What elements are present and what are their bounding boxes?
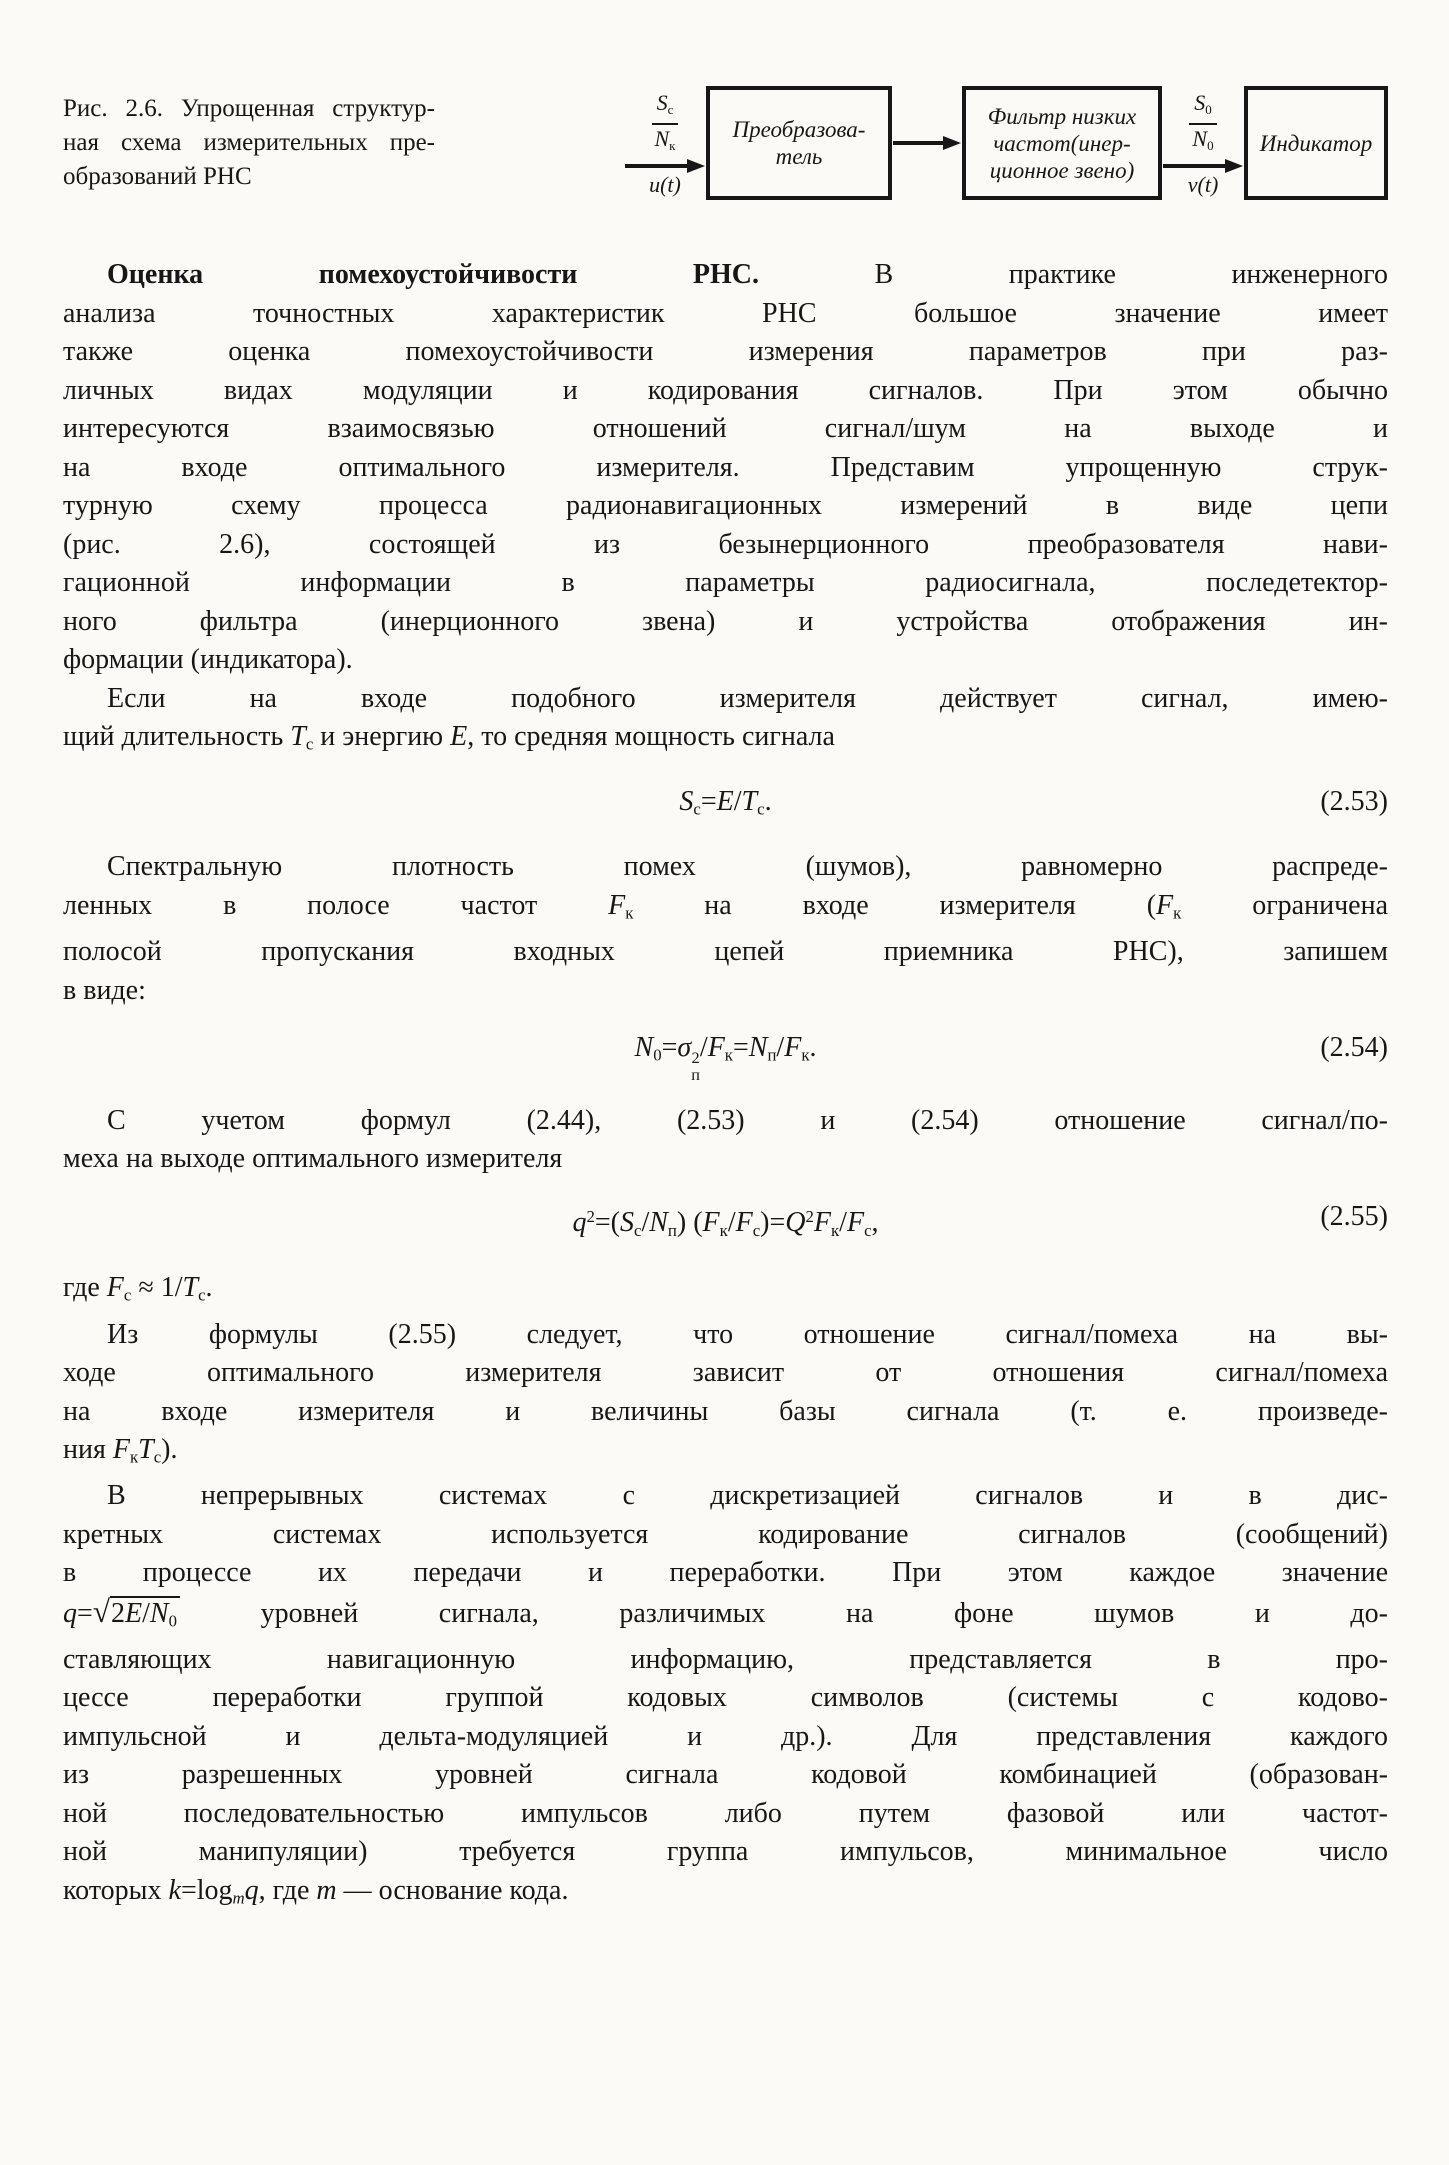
arrow-right-icon bbox=[1163, 159, 1243, 173]
caption-line: ная схема измерительных пре- bbox=[63, 129, 435, 156]
ratio-denominator: N0 bbox=[1192, 125, 1214, 153]
ratio-denominator: Nк bbox=[654, 125, 676, 153]
text-line: ходе оптимального измерителя зависит от отношения сигнал/помеха bbox=[63, 1357, 1388, 1389]
text-line: щий длительность Tс и энергию E, то средняя мощность сигнала bbox=[63, 721, 835, 754]
output-connector bbox=[1162, 90, 1244, 197]
text-line: ной последовательностью импульсов либо путем фазовой или частот- bbox=[63, 1797, 1388, 1829]
equation-formula: Sс=E/Tс. bbox=[679, 786, 772, 819]
text-line: в процессе их передачи и переработки. При этом каждое значение bbox=[63, 1557, 1388, 1589]
equation-formula: N0=σ 2 п /Fк=Nп/Fк. bbox=[634, 1032, 817, 1084]
text-line: цессе переработки группой кодовых символов (системы с кодово- bbox=[63, 1682, 1388, 1714]
figure-caption bbox=[63, 84, 435, 194]
text-line: из разрешенных уровней сигнала кодовой комбинацией (образован- bbox=[63, 1759, 1388, 1791]
text-line: Из формулы (2.55) следует, что отношение сигнал/помеха на вы- bbox=[107, 1318, 1388, 1350]
text-line: полосой пропускания входных цепей приемника РНС), запишем bbox=[63, 936, 1388, 968]
arrow-right-icon bbox=[893, 136, 961, 150]
output-snr-ratio bbox=[1189, 90, 1217, 158]
text-line: ставляющих навигационную информацию, представляется в про- bbox=[63, 1643, 1388, 1675]
equation-number: (2.54) bbox=[1320, 1032, 1388, 1064]
equation-number: (2.55) bbox=[1320, 1200, 1388, 1232]
output-signal-label: v(t) bbox=[1187, 171, 1219, 197]
block-label: ционное звено) bbox=[989, 157, 1135, 183]
equation-row bbox=[63, 1198, 1388, 1250]
block-label: Фильтр низких bbox=[987, 103, 1137, 129]
text-line: В непрерывных системах с дискретизацией сигналов и в дис- bbox=[107, 1480, 1388, 1512]
block-lowpass-filter bbox=[962, 86, 1162, 200]
block-label: частот(инер- bbox=[993, 130, 1131, 156]
block-converter bbox=[706, 86, 892, 200]
ratio-numerator: Sс bbox=[652, 90, 679, 125]
text-line: личных видах модуляции и кодирования сигналов. При этом обычно bbox=[63, 374, 1388, 406]
text-line: меха на выходе оптимального измерителя bbox=[63, 1143, 563, 1175]
equation-row bbox=[63, 1029, 1388, 1083]
text-line: (рис. 2.6), состоящей из безынерционного преобразователя нави- bbox=[63, 528, 1388, 560]
text-line: где Fс ≈ 1/Tс. bbox=[63, 1272, 213, 1306]
paragraph bbox=[63, 1102, 1388, 1179]
figure-2-6 bbox=[63, 84, 1388, 200]
text-line: на входе измерителя и величины базы сигнала (т. е. произведе- bbox=[63, 1395, 1388, 1427]
block-indicator bbox=[1244, 86, 1388, 200]
text-line: импульсной и дельта-модуляцией и др.). Для представления каждого bbox=[63, 1720, 1388, 1752]
arrow-right-icon bbox=[625, 159, 705, 173]
text-line: формации (индикатора). bbox=[63, 644, 353, 675]
paragraph bbox=[63, 680, 1388, 765]
text-line: которых k=logmq, где m — основание кода. bbox=[63, 1874, 569, 1908]
text-line: гационной информации в параметры радиосигнала, последетектор- bbox=[63, 567, 1388, 598]
text-line: ленных в полосе частот Fк на входе измерителя (Fк ограничена bbox=[63, 889, 1388, 923]
text-line: ной манипуляции) требуется группа импульсов, минимальное число bbox=[63, 1836, 1388, 1868]
sqrt-expression: √2E/N0 bbox=[93, 1598, 180, 1629]
ratio-numerator: S0 bbox=[1189, 90, 1217, 125]
text-line: Если на входе подобного измерителя действует сигнал, имею- bbox=[107, 682, 1388, 714]
body-text bbox=[63, 256, 1388, 1918]
block-label: Преобразова- bbox=[732, 117, 866, 142]
caption-line: образований РНС bbox=[63, 163, 252, 190]
caption-line: Рис. 2.6. Упрощенная структур- bbox=[63, 95, 435, 122]
text-line: ния FкTс). bbox=[63, 1434, 178, 1467]
text-line: турную схему процесса радионавигационных измерений в виде цепи bbox=[63, 490, 1388, 521]
text-line: q=√2E/N0 уровней сигнала, различимых на фоне шумов и до- bbox=[63, 1593, 1388, 1631]
text-line: ного фильтра (инерционного звена) и устройства отображения ин- bbox=[63, 605, 1388, 637]
input-signal-label: u(t) bbox=[649, 171, 681, 197]
paragraph bbox=[63, 848, 1388, 1010]
block-label: тель bbox=[775, 144, 823, 169]
block-diagram bbox=[624, 84, 1388, 200]
paragraph bbox=[63, 1269, 1388, 1315]
input-snr-ratio bbox=[652, 90, 679, 158]
paragraph bbox=[63, 1477, 1388, 1918]
input-connector bbox=[624, 90, 706, 197]
text-line: Оценка помехоустойчивости РНС. В практике инженерного bbox=[107, 259, 1388, 290]
paragraph bbox=[63, 1316, 1388, 1478]
paragraph bbox=[63, 256, 1388, 680]
text-line: кретных системах используется кодирование сигналов (сообщений) bbox=[63, 1518, 1388, 1550]
mid-connector bbox=[892, 136, 962, 150]
text-line: Спектральную плотность помех (шумов), равномерно распреде- bbox=[107, 851, 1388, 883]
text-line: С учетом формул (2.44), (2.53) и (2.54) отношение сигнал/по- bbox=[107, 1104, 1388, 1136]
text-line: интересуются взаимосвязью отношений сигнал/шум на выходе и bbox=[63, 413, 1388, 444]
equation-formula: $q^2=(Sс/Nп)$ $(Fк/Fс)=Q^2Fк/Fс$, bbox=[572, 1206, 879, 1240]
text-line: анализа точностных характеристик РНС большое значение имеет bbox=[63, 297, 1388, 329]
equation-number: (2.53) bbox=[1320, 786, 1388, 818]
text-line: в виде: bbox=[63, 974, 146, 1006]
text-line: также оценка помехоустойчивости измерения параметров при раз- bbox=[63, 336, 1388, 367]
equation-row bbox=[63, 783, 1388, 829]
text-line: на входе оптимального измерителя. Представим упрощенную струк- bbox=[63, 451, 1388, 483]
block-label: Индикатор bbox=[1259, 130, 1373, 156]
